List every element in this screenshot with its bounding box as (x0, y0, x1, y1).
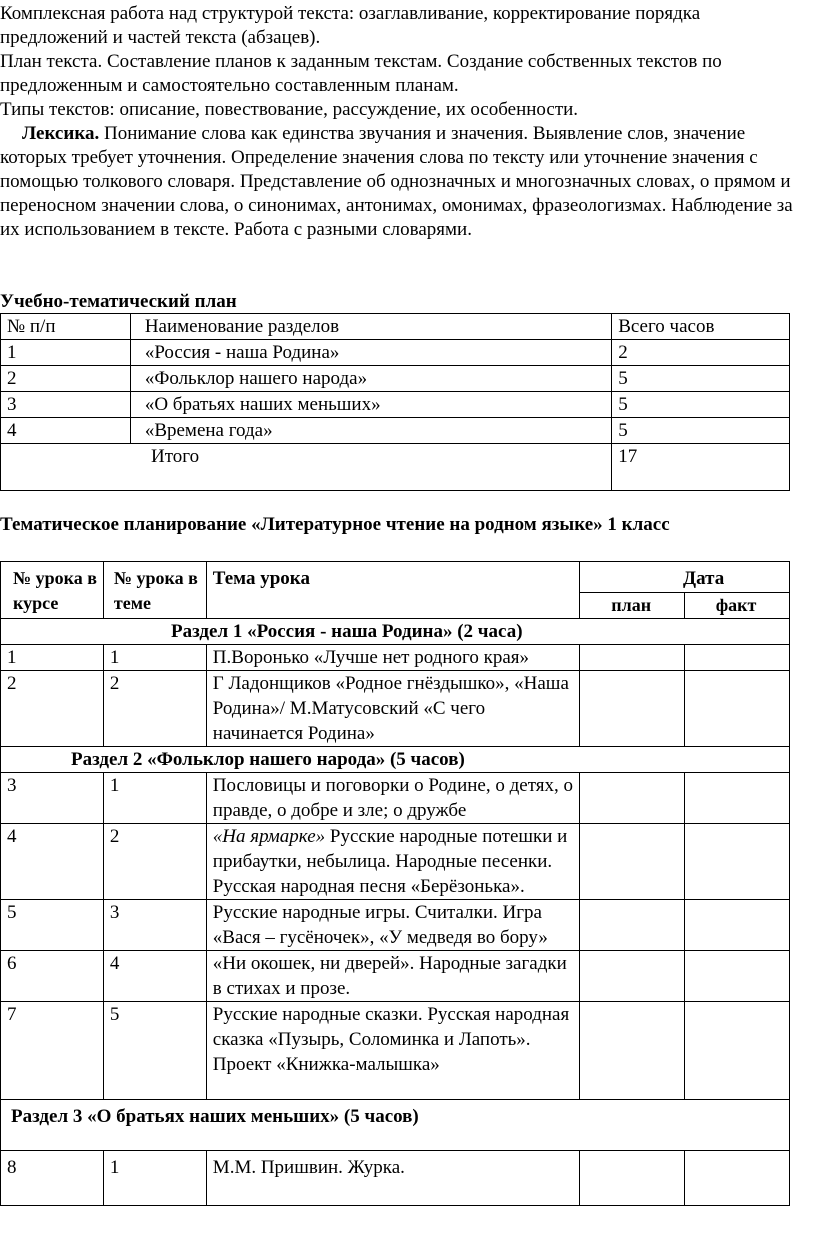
table-row (1, 392, 790, 418)
intro-paragraph-1: Комплексная работа над структурой текста: озаглавливание, корректирование порядка предложений и частей текста (абзацев). (0, 3, 701, 48)
header-date: Дата (580, 562, 790, 593)
cell-plan (580, 824, 685, 900)
cell-plan (580, 1151, 685, 1206)
table-row (1, 951, 790, 1002)
section-2: Раздел 2 «Фольклор нашего народа» (5 часов) (1, 747, 790, 773)
lessons-title: Тематическое планирование «Литературное чтение на родном языке» 1 класс (0, 514, 670, 535)
lessons-table (0, 561, 790, 1206)
cell-fact (685, 951, 790, 1002)
cell-lesson-num: 6 (1, 951, 104, 1002)
cell-plan (580, 1002, 685, 1100)
intro-paragraph-2: План текста. Составление планов к заданным текстам. Создание собственных текстов по предложенным и самостоятельно составленным планам. (0, 51, 722, 96)
cell-plan (580, 773, 685, 824)
plan-total-label: Итого (1, 444, 612, 491)
topic-italic: «На ярмарке» (212, 826, 326, 847)
cell-fact (685, 1002, 790, 1100)
table-row (1, 340, 790, 366)
cell-topic: М.М. Пришвин. Журка. (206, 1151, 579, 1206)
intro-paragraph-3: Типы текстов: описание, повествование, рассуждение, их особенности. (0, 99, 579, 120)
cell-topic: Пословицы и поговорки о Родине, о детях, о правде, о добре и зле; о дружбе (206, 773, 579, 824)
cell-topic-num: 1 (103, 1151, 206, 1206)
plan-total-value: 17 (612, 444, 790, 491)
header-lesson-topic: № урока в теме (103, 562, 206, 619)
cell-topic: П.Воронько «Лучше нет родного края» (206, 645, 579, 671)
table-row (1, 645, 790, 671)
table-row (1, 671, 790, 747)
cell-topic-num: 1 (103, 773, 206, 824)
plan-cell-hours: 5 (612, 418, 790, 444)
table-header-row (1, 562, 790, 593)
intro-paragraph-lexics (0, 122, 810, 242)
table-row (1, 900, 790, 951)
topic-rest: Русские народные потешки и прибаутки, небылица. Народные песенки. Русская народная песня «Берёзонька». (212, 826, 568, 897)
lexics-lead: Лексика. (22, 123, 100, 144)
cell-fact (685, 645, 790, 671)
cell-topic: Русские народные игры. Считалки. Игра «Вася – гусёночек», «У медведя во бору» (206, 900, 579, 951)
cell-topic-num: 1 (103, 645, 206, 671)
plan-cell-name: «О братьях наших меньших» (130, 392, 611, 418)
plan-cell-num: 4 (1, 418, 131, 444)
section-row (1, 747, 790, 773)
plan-cell-name: «Россия - наша Родина» (130, 340, 611, 366)
cell-fact (685, 1151, 790, 1206)
cell-lesson-num: 4 (1, 824, 104, 900)
cell-lesson-num: 3 (1, 773, 104, 824)
cell-plan (580, 951, 685, 1002)
table-row-total (1, 444, 790, 491)
plan-cell-name: «Фольклор нашего народа» (130, 366, 611, 392)
plan-cell-num: 2 (1, 366, 131, 392)
header-fact: факт (685, 592, 790, 618)
cell-topic-num: 2 (103, 824, 206, 900)
section-3: Раздел 3 «О братьях наших меньших» (5 часов) (1, 1100, 790, 1151)
cell-topic-num: 4 (103, 951, 206, 1002)
cell-lesson-num: 5 (1, 900, 104, 951)
plan-header-hours: Всего часов (612, 314, 790, 340)
cell-topic: Г Ладонщиков «Родное гнёздышко», «Наша Родина»/ М.Матусовский «С чего начинается Родина» (206, 671, 579, 747)
table-row (1, 418, 790, 444)
header-lesson-course: № урока в курсе (1, 562, 104, 619)
cell-lesson-num: 7 (1, 1002, 104, 1100)
cell-plan (580, 645, 685, 671)
table-row (1, 1151, 790, 1206)
table-row (1, 1002, 790, 1100)
plan-title: Учебно-тематический план (0, 291, 237, 312)
cell-topic-num: 2 (103, 671, 206, 747)
cell-topic-num: 5 (103, 1002, 206, 1100)
plan-table (0, 313, 790, 491)
cell-plan (580, 900, 685, 951)
plan-cell-hours: 5 (612, 392, 790, 418)
plan-cell-hours: 2 (612, 340, 790, 366)
cell-topic (206, 824, 579, 900)
table-row (1, 773, 790, 824)
section-1: Раздел 1 «Россия - наша Родина» (2 часа) (1, 619, 790, 645)
cell-lesson-num: 1 (1, 645, 104, 671)
table-row (1, 824, 790, 900)
plan-cell-num: 3 (1, 392, 131, 418)
cell-fact (685, 671, 790, 747)
cell-fact (685, 824, 790, 900)
lexics-text: Понимание слова как единства звучания и значения. Выявление слов, значение которых требует уточнения. Определение значения слова по тексту или уточнение значения с помощью толкового словаря. Представление об однозначных и многозначных словах, о прямом и переносном значении слова, о синонимах, антонимах, омонимах, фразеологизмах. Наблюдение за их использованием в тексте. Работа с разными словарями. (0, 123, 793, 240)
table-row (1, 314, 790, 340)
cell-topic: «Ни окошек, ни дверей». Народные загадки в стихах и прозе. (206, 951, 579, 1002)
cell-lesson-num: 8 (1, 1151, 104, 1206)
plan-cell-hours: 5 (612, 366, 790, 392)
plan-cell-num: 1 (1, 340, 131, 366)
cell-plan (580, 671, 685, 747)
plan-cell-name: «Времена года» (130, 418, 611, 444)
cell-topic-num: 3 (103, 900, 206, 951)
header-plan: план (580, 592, 685, 618)
cell-lesson-num: 2 (1, 671, 104, 747)
plan-header-name: Наименование разделов (130, 314, 611, 340)
plan-header-num: № п/п (1, 314, 131, 340)
section-row (1, 619, 790, 645)
table-row (1, 366, 790, 392)
cell-fact (685, 900, 790, 951)
cell-fact (685, 773, 790, 824)
cell-topic: Русские народные сказки. Русская народная сказка «Пузырь, Соломинка и Лапоть». Проект «Книжка-малышка» (206, 1002, 579, 1100)
section-row (1, 1100, 790, 1151)
header-topic: Тема урока (206, 562, 579, 619)
